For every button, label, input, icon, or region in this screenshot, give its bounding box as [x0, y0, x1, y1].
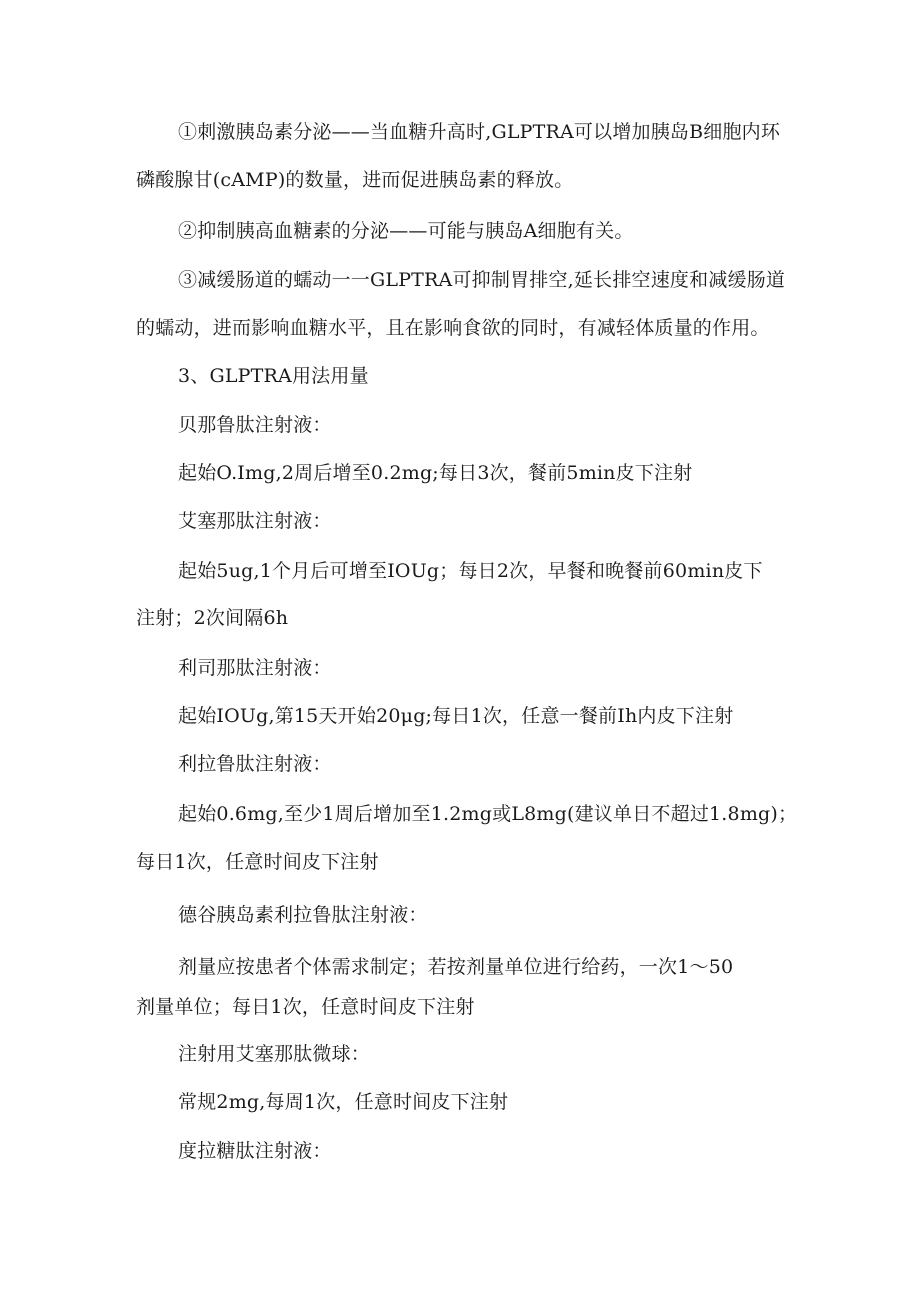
dosage-line: 每日1次，任意时间皮下注射 [136, 851, 379, 873]
dosage-line: 常规2mg,每周1次，任意时间皮下注射 [178, 1091, 509, 1113]
paragraph-line: 的蠕动，进而影响血糖水平，且在影响食欲的同时，有减轻体质量的作用。 [136, 317, 770, 339]
paragraph-line: ③减缓肠道的蠕动一一GLPTRA可抑制胃排空,延长排空速度和减缓肠道 [178, 269, 786, 291]
section-heading: 3、GLPTRA用法用量 [178, 365, 369, 387]
dosage-line: 剂量单位；每日1次，任意时间皮下注射 [136, 996, 475, 1018]
dosage-line: 起始O.Img,2周后增至0.2mg;每日3次，餐前5min皮下注射 [178, 462, 693, 484]
paragraph-line: ②抑制胰高血糖素的分泌——可能与胰岛A细胞有关。 [178, 220, 634, 242]
drug-name: 艾塞那肽注射液： [178, 510, 332, 532]
drug-name: 度拉糖肽注射液： [178, 1140, 332, 1162]
dosage-line: 剂量应按患者个体需求制定；若按剂量单位进行给药，一次1〜50 [178, 956, 734, 978]
drug-name: 贝那鲁肽注射液： [178, 414, 332, 436]
drug-name: 利拉鲁肽注射液： [178, 753, 332, 775]
dosage-line: 注射；2次间隔6h [136, 607, 289, 629]
dosage-line: 起始0.6mg,至少1周后增加至1.2mg或L8mg(建议单日不超过1.8mg)； [178, 803, 798, 825]
paragraph-line: ①刺激胰岛素分泌——当血糖升高时,GLPTRA可以增加胰岛B细胞内环 [178, 121, 781, 143]
drug-name: 德谷胰岛素利拉鲁肽注射液： [178, 904, 428, 926]
dosage-line: 起始5ug,1个月后可增至IOUg；每日2次，早餐和晚餐前60min皮下 [178, 560, 763, 582]
drug-name: 利司那肽注射液： [178, 657, 332, 679]
paragraph-line: 磷酸腺甘(cAMP)的数量，进而促进胰岛素的释放。 [136, 169, 574, 191]
drug-name: 注射用艾塞那肽微球： [178, 1043, 371, 1065]
dosage-line: 起始IOUg,第15天开始20μg;每日1次，任意一餐前Ih内皮下注射 [178, 705, 734, 727]
